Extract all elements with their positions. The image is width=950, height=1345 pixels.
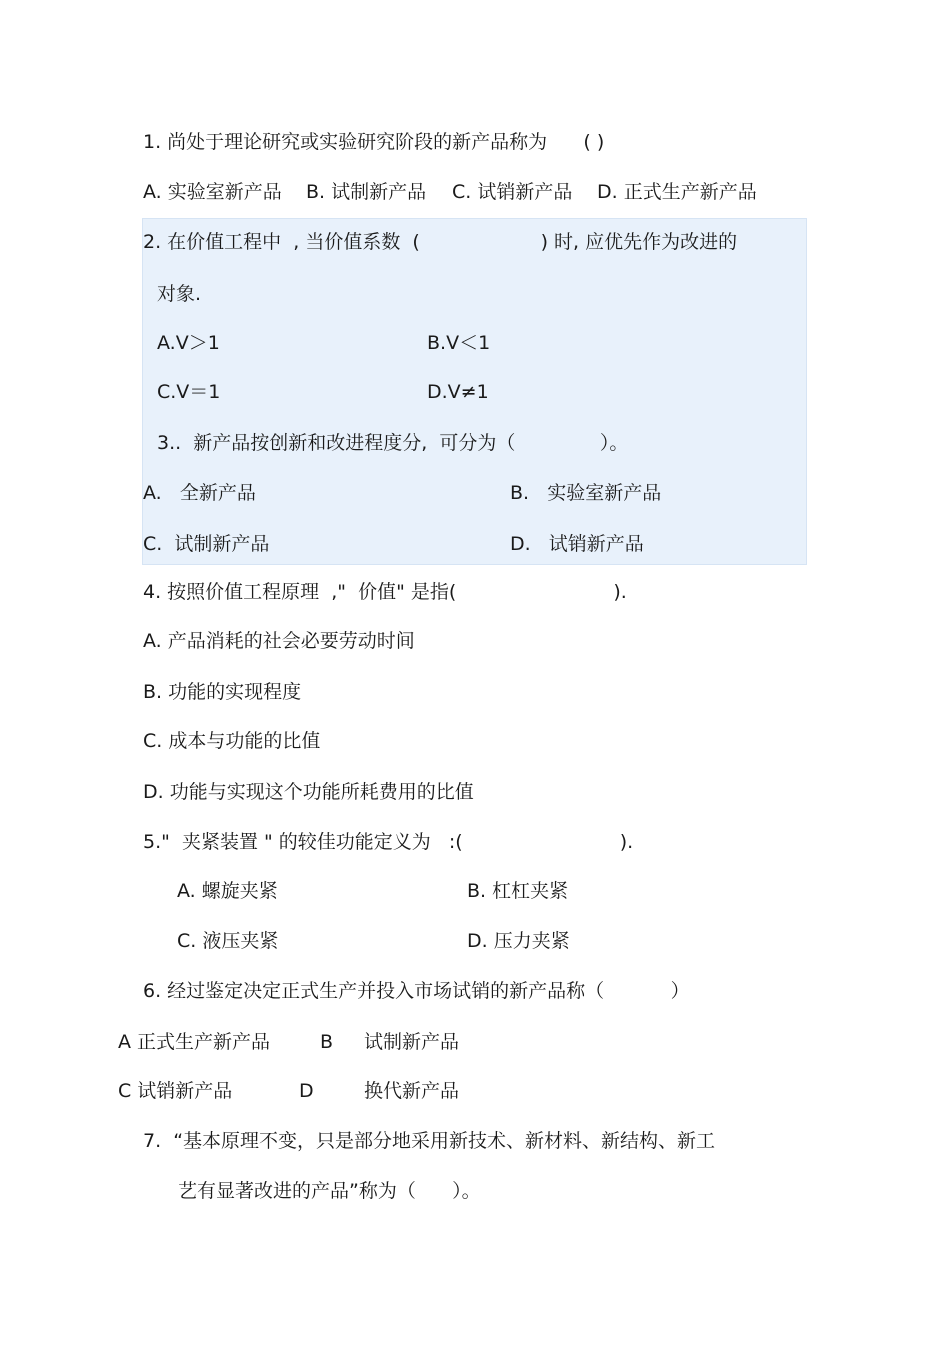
q5-option-d: D. 压力夹紧 [467, 930, 570, 952]
q6-stem: 6. 经过鉴定决定正式生产并投入市场试销的新产品称（ ） [143, 980, 690, 1002]
q3-option-d: D. 试销新产品 [510, 533, 644, 555]
q4-option-b: B. 功能的实现程度 [143, 681, 302, 703]
q3-option-a: A. 全新产品 [143, 482, 256, 504]
q2-stem-line1: 2. 在价值工程中 , 当价值系数 ( ) 时, 应优先作为改进的 [143, 231, 738, 253]
q2-option-b: B.V＜1 [427, 332, 491, 354]
q1-stem: 1. 尚处于理论研究或实验研究阶段的新产品称为 ( ) [143, 131, 605, 153]
q5-option-b: B. 杠杠夹紧 [467, 880, 569, 902]
q6-option-c: C 试销新产品 [118, 1080, 233, 1102]
q5-stem: 5." 夹紧装置 " 的较佳功能定义为 :( ). [143, 831, 634, 853]
q1-option-d: D. 正式生产新产品 [597, 181, 757, 203]
q3-option-b: B. 实验室新产品 [510, 482, 662, 504]
q2-stem-line2: 对象. [157, 283, 202, 305]
q2-option-d: D.V≠1 [427, 381, 489, 403]
q4-option-c: C. 成本与功能的比值 [143, 730, 321, 752]
q3-stem: 3.. 新产品按创新和改进程度分, 可分为（ ）。 [157, 432, 629, 454]
q4-option-a: A. 产品消耗的社会必要劳动时间 [143, 630, 415, 652]
q2-option-c: C.V＝1 [157, 381, 221, 403]
q6-option-d-letter: D [299, 1080, 314, 1102]
q2-option-a: A.V＞1 [157, 332, 220, 354]
q1-option-b: B. 试制新产品 [306, 181, 427, 203]
q5-option-a: A. 螺旋夹紧 [177, 880, 278, 902]
q4-stem: 4. 按照价值工程原理 ," 价值" 是指( ). [143, 581, 627, 603]
q7-stem-line2: 艺有显著改进的产品”称为（ ）。 [178, 1180, 481, 1202]
q6-option-b: 试制新产品 [364, 1031, 460, 1053]
q7-stem-line1: 7. “基本原理不变，只是部分地采用新技术、新材料、新结构、新工 [143, 1130, 716, 1152]
q5-option-c: C. 液压夹紧 [177, 930, 279, 952]
q4-option-d: D. 功能与实现这个功能所耗费用的比值 [143, 781, 474, 803]
q3-option-c: C. 试制新产品 [143, 533, 270, 555]
q6-option-d: 换代新产品 [364, 1080, 460, 1102]
q1-option-c: C. 试销新产品 [452, 181, 573, 203]
q6-option-b-letter: B [320, 1031, 334, 1053]
q1-option-a: A. 实验室新产品 [143, 181, 282, 203]
q6-option-a: A 正式生产新产品 [118, 1031, 271, 1053]
